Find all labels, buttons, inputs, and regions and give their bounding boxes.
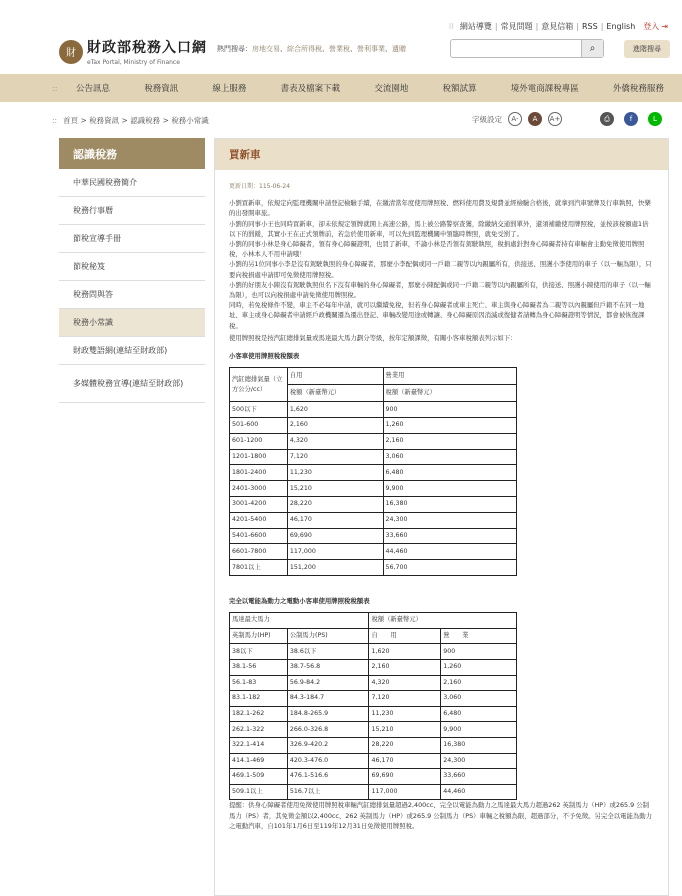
- table-cell: 16,380: [383, 497, 516, 513]
- table-row: [230, 433, 517, 449]
- crumb-item[interactable]: 稅務資訊: [89, 115, 120, 125]
- table-cell: 38以下: [230, 644, 288, 660]
- sidebar-item[interactable]: 多媒體稅務宣導(連結至財政部): [59, 365, 205, 403]
- table-cell: 3,060: [383, 449, 516, 465]
- table-header: 營 業: [441, 628, 517, 644]
- table-header: 汽缸總排氣量（立方公分/cc）: [230, 368, 288, 402]
- table-cell: 2,160: [287, 418, 383, 434]
- table-header: 自 用: [369, 628, 441, 644]
- crumb-home[interactable]: 首頁: [63, 115, 79, 125]
- login-link[interactable]: 登入: [643, 22, 660, 31]
- table-row: [230, 512, 517, 528]
- table-row: [230, 722, 517, 738]
- table-cell: 1201-1800: [230, 449, 288, 465]
- table-cell: 6601-7800: [230, 544, 288, 560]
- table-row: [230, 769, 517, 785]
- paragraph: 小劉的同事小林是身心障礙者，領有身心障礙證明，也買了新車，不論小林是否領有駕駛執照，稅捐處針對身心障礙者持有車輛會主動免徵使用牌照稅，小林本人不用申請哦！: [229, 240, 645, 259]
- table-row: [230, 753, 517, 769]
- crumb-dots-icon: ::: [52, 115, 58, 125]
- table-row: [230, 644, 517, 660]
- table-cell: 2,160: [369, 660, 441, 676]
- crumb-item[interactable]: 認識稅務: [130, 115, 161, 125]
- hot-item[interactable]: 房地交易: [252, 45, 280, 53]
- sidebar-item-active[interactable]: 稅務小常識: [59, 309, 205, 337]
- table-cell: 11,230: [369, 706, 441, 722]
- table-cell: 4,320: [369, 675, 441, 691]
- table-cell: 46,170: [287, 512, 383, 528]
- nav-item[interactable]: 線上服務: [212, 84, 247, 94]
- table-cell: 4201-5400: [230, 512, 288, 528]
- sidebar-item[interactable]: 財政雙語網(連結至財政部): [59, 337, 205, 365]
- font-size-label: 字級設定: [472, 114, 502, 124]
- table-cell: 1,260: [441, 660, 517, 676]
- logo-seal-icon: 財: [59, 40, 83, 64]
- table-row: [230, 449, 517, 465]
- table-header: 稅額（新臺幣元）: [287, 385, 383, 402]
- paragraph: 小劉買新車，依規定向監理機關申請登記檢驗手續，在繳清當年度使用牌照稅、燃料使用費及規費並經檢驗合格後，就拿到汽車號牌及行車執照，快樂的出發開車旅。: [229, 199, 651, 218]
- link-rss[interactable]: RSS: [581, 22, 598, 31]
- line-icon[interactable]: L: [648, 112, 662, 126]
- update-date: 更新日期：115-06-24: [229, 183, 291, 190]
- table-row: [230, 418, 517, 434]
- table-row: [230, 465, 517, 481]
- font-medium-button[interactable]: A: [528, 112, 542, 126]
- table-cell: 15,210: [369, 722, 441, 738]
- hot-item[interactable]: 營利事業: [357, 45, 385, 53]
- table-header: 營業用: [383, 368, 516, 385]
- paragraph: 使用牌照稅是按汽缸總排氣量或馬達最大馬力劃分等級，按年定額課徵，有關小客車稅額表列示如下：: [229, 333, 517, 342]
- paragraph: 小劉的同事小王也同時買新車，卻未依規定領牌就開上高速公路，馬上被公路警察查獲，除繳納交通罰單外，還須補繳使用牌照稅，並按該稅額處1倍以下的罰鍰，其實小王在正式領牌前，若急於使用新車，可以先到監理機關申領臨時牌照，就免受罰了。: [229, 219, 649, 238]
- hot-item[interactable]: 綜合所得稅: [287, 45, 322, 53]
- table-cell: 7,120: [287, 449, 383, 465]
- table-cell: 266.0-326.8: [287, 722, 369, 738]
- table-row: [230, 706, 517, 722]
- table-cell: 33,660: [383, 528, 516, 544]
- table-cell: 44,460: [383, 544, 516, 560]
- table-row: [230, 784, 517, 800]
- table-cell: 69,690: [369, 769, 441, 785]
- nav-dots-icon: ::: [52, 84, 58, 93]
- table-cell: 601-1200: [230, 433, 288, 449]
- table-cell: 28,220: [369, 737, 441, 753]
- table-cell: 184.8-265.9: [287, 706, 369, 722]
- table-row: [230, 675, 517, 691]
- font-large-button[interactable]: A+: [548, 112, 562, 126]
- table-header: 馬達最大馬力: [230, 613, 369, 629]
- font-small-button[interactable]: A-: [508, 112, 522, 126]
- table-cell: 56,700: [383, 560, 516, 576]
- search-input[interactable]: [450, 39, 604, 58]
- sidebar-item[interactable]: 稅務行事曆: [59, 197, 205, 225]
- link-english[interactable]: English: [606, 22, 636, 31]
- tax-table-fuel: [229, 367, 517, 576]
- table-cell: 1,620: [369, 644, 441, 660]
- nav-item[interactable]: 交流園地: [374, 84, 409, 94]
- table-cell: 46,170: [369, 753, 441, 769]
- tax-table-ev: [229, 612, 517, 800]
- table-cell: 322.1-414: [230, 737, 288, 753]
- table-cell: 117,000: [369, 784, 441, 800]
- table-header: 稅額（新臺幣元）: [369, 613, 517, 629]
- table-cell: 262.1-322: [230, 722, 288, 738]
- link-feedback[interactable]: 意見信箱: [541, 22, 574, 31]
- table-cell: 516.7以上: [287, 784, 369, 800]
- table-cell: 9,900: [441, 722, 517, 738]
- grid-icon: ⁝⁝: [448, 22, 454, 31]
- share-buttons: [600, 112, 662, 126]
- table-cell: 6,480: [441, 706, 517, 722]
- table-header: 公制馬力(PS): [287, 628, 369, 644]
- table2-title: 完全以電能為動力之電動小客車使用牌照稅稅額表: [229, 597, 370, 606]
- sidebar-item[interactable]: 稅務問與答: [59, 281, 205, 309]
- table-cell: 44,460: [441, 784, 517, 800]
- table-cell: 501-600: [230, 418, 288, 434]
- table-cell: 900: [383, 402, 516, 418]
- table-row: [230, 737, 517, 753]
- table-cell: 6,480: [383, 465, 516, 481]
- table-cell: 414.1-469: [230, 753, 288, 769]
- sidebar-item[interactable]: 節稅宣導手冊: [59, 225, 205, 253]
- table-cell: 2,160: [383, 433, 516, 449]
- table-cell: 151,200: [287, 560, 383, 576]
- paragraph: 小劉的另1位同事小李是沒有駕駛執照的身心障礙者，那麼小李配偶或同一戶籍二親等以內親屬所有，供接送、照護小李使用的車子（以一輛為限），只要向稅捐處申請即可免徵使用牌照稅。: [229, 260, 652, 279]
- link-faq[interactable]: 常見問題: [500, 22, 533, 31]
- table1-title: 小客車使用牌照稅稅額表: [229, 352, 300, 361]
- page-title: 買新車: [215, 139, 668, 170]
- table-cell: 476.1-516.6: [287, 769, 369, 785]
- table-cell: 38.1-56: [230, 660, 288, 676]
- table-cell: 500以下: [230, 402, 288, 418]
- table-cell: 2,160: [441, 675, 517, 691]
- table-header: 英制馬力(HP): [230, 628, 288, 644]
- table-cell: 28,220: [287, 497, 383, 513]
- table-row: [230, 497, 517, 513]
- link-sitemap[interactable]: 網站導覽: [459, 22, 492, 31]
- table-cell: 3001-4200: [230, 497, 288, 513]
- table-cell: 16,380: [441, 737, 517, 753]
- table-row: [230, 691, 517, 707]
- table-row: [230, 481, 517, 497]
- table-cell: 69,690: [287, 528, 383, 544]
- table-cell: 7801以上: [230, 560, 288, 576]
- content-panel: [214, 138, 669, 896]
- crumb-current: 稅務小常識: [171, 115, 209, 125]
- table-cell: 38.6以下: [287, 644, 369, 660]
- table-cell: 15,210: [287, 481, 383, 497]
- hot-search: 熱門搜尋：房地交易、綜合所得稅、營業稅、營利事業、遺贈: [217, 45, 406, 53]
- paragraph: 同時，若免稅條件不變，車主不必每年申請，就可以繼續免稅，但若身心障礙者或車主死亡、車主與身心障礙者為二親等以內親屬但戶籍不在同一地址、車主或身心障礙者申請經戶政機關遷為遷出登記、車輛改變用途或轉讓、身心障礙原因消滅或復健者請轉為身心障礙證明等情況，都會被恢復課稅。: [229, 301, 645, 330]
- table-cell: 182.1-262: [230, 706, 288, 722]
- sidebar-item[interactable]: 節稅秘笈: [59, 253, 205, 281]
- site-header: [0, 0, 682, 74]
- table-cell: 11,230: [287, 465, 383, 481]
- table-cell: 33,660: [441, 769, 517, 785]
- reminder-note: 提醒：供身心障礙者使用免徵使用牌照稅車輛汽缸總排氣量超過2,400cc、完全以電能為動力之馬達最大馬力超過262 英制馬力（HP）或265.9 公制馬力（PS）者，其免徵金額以2,400cc、262 英制馬力（HP）或265.9 公制馬力（PS）車輛之稅額為限，超過部分，不予免徵。另完全以電能為動力之電動汽車，自101年1月6日至119年12月31日免徵使用牌照稅。: [229, 801, 653, 830]
- table-cell: 84.3-184.7: [287, 691, 369, 707]
- nav-item[interactable]: 書表及檔案下載: [280, 84, 341, 94]
- search-icon[interactable]: ⌕: [581, 40, 603, 57]
- table-cell: 117,000: [287, 544, 383, 560]
- table-cell: 420.3-476.0: [287, 753, 369, 769]
- table-row: [230, 402, 517, 418]
- article: [215, 170, 668, 831]
- table-cell: 24,300: [441, 753, 517, 769]
- site-logo[interactable]: [59, 37, 207, 66]
- facebook-icon[interactable]: f: [624, 112, 638, 126]
- sidebar-item[interactable]: 中華民國稅務簡介: [59, 169, 205, 197]
- main-nav: [0, 74, 682, 102]
- nav-item[interactable]: 境外電商課稅專區: [510, 84, 579, 94]
- logo-title: 財政部稅務入口網: [87, 40, 207, 56]
- nav-item[interactable]: 外僑稅務服務: [612, 84, 664, 94]
- nav-item[interactable]: 公告訊息: [76, 84, 111, 94]
- sidebar-title: 認識稅務: [59, 138, 205, 169]
- table-cell: 1,620: [287, 402, 383, 418]
- table-body: [230, 644, 517, 800]
- advanced-search-button[interactable]: 進階搜尋: [624, 40, 670, 58]
- table-cell: 24,300: [383, 512, 516, 528]
- font-size-control: [472, 112, 562, 126]
- table-cell: 9,900: [383, 481, 516, 497]
- table-row: [230, 544, 517, 560]
- table-body: [230, 402, 517, 576]
- breadcrumb: :: 首頁 > 稅務資訊 > 認識稅務 > 稅務小常識 字級設定 A- A A+ ⎙ f L: [0, 102, 682, 138]
- paragraph: 小劉的好朋友小陳沒有駕駛執照但名下沒有車輛的身心障礙者，那麼小陳配偶或同一戶籍二親等以內親屬所有，供接送、照護小陳使用的車子（以一輛為限），也可以向稅捐處申請免徵使用牌照稅。: [229, 280, 651, 300]
- table-cell: 469.1-509: [230, 769, 288, 785]
- table-cell: 83.1-182: [230, 691, 288, 707]
- sidebar: [59, 138, 205, 403]
- table-header: 自用: [287, 368, 383, 385]
- table-cell: 56.1-83: [230, 675, 288, 691]
- table-cell: 7,120: [369, 691, 441, 707]
- table-row: [230, 528, 517, 544]
- table-cell: 4,320: [287, 433, 383, 449]
- table-cell: 5401-6600: [230, 528, 288, 544]
- hot-item[interactable]: 營業稅: [329, 45, 350, 53]
- table-cell: 38.7-56.8: [287, 660, 369, 676]
- hot-item[interactable]: 遺贈: [392, 45, 406, 53]
- nav-item[interactable]: 稅務資訊: [144, 84, 179, 94]
- table-cell: 1801-2400: [230, 465, 288, 481]
- table-row: [230, 660, 517, 676]
- print-icon[interactable]: ⎙: [600, 112, 614, 126]
- table-cell: 3,060: [441, 691, 517, 707]
- table-cell: 326.9-420.2: [287, 737, 369, 753]
- table-cell: 900: [441, 644, 517, 660]
- login-icon[interactable]: ⇥: [661, 22, 668, 31]
- table-row: [230, 560, 517, 576]
- table-cell: 56.9-84.2: [287, 675, 369, 691]
- nav-item[interactable]: 稅額試算: [442, 84, 477, 94]
- table-cell: 2401-3000: [230, 481, 288, 497]
- top-links: ⁝⁝ 網站導覽 | 常見問題 | 意見信箱 | RSS | English 登入 ⇥: [448, 22, 668, 31]
- logo-subtitle: eTax Portal, Ministry of Finance: [87, 59, 180, 66]
- table-cell: 1,260: [383, 418, 516, 434]
- table-header: 稅額（新臺幣元）: [383, 385, 516, 402]
- table-cell: 509.1以上: [230, 784, 288, 800]
